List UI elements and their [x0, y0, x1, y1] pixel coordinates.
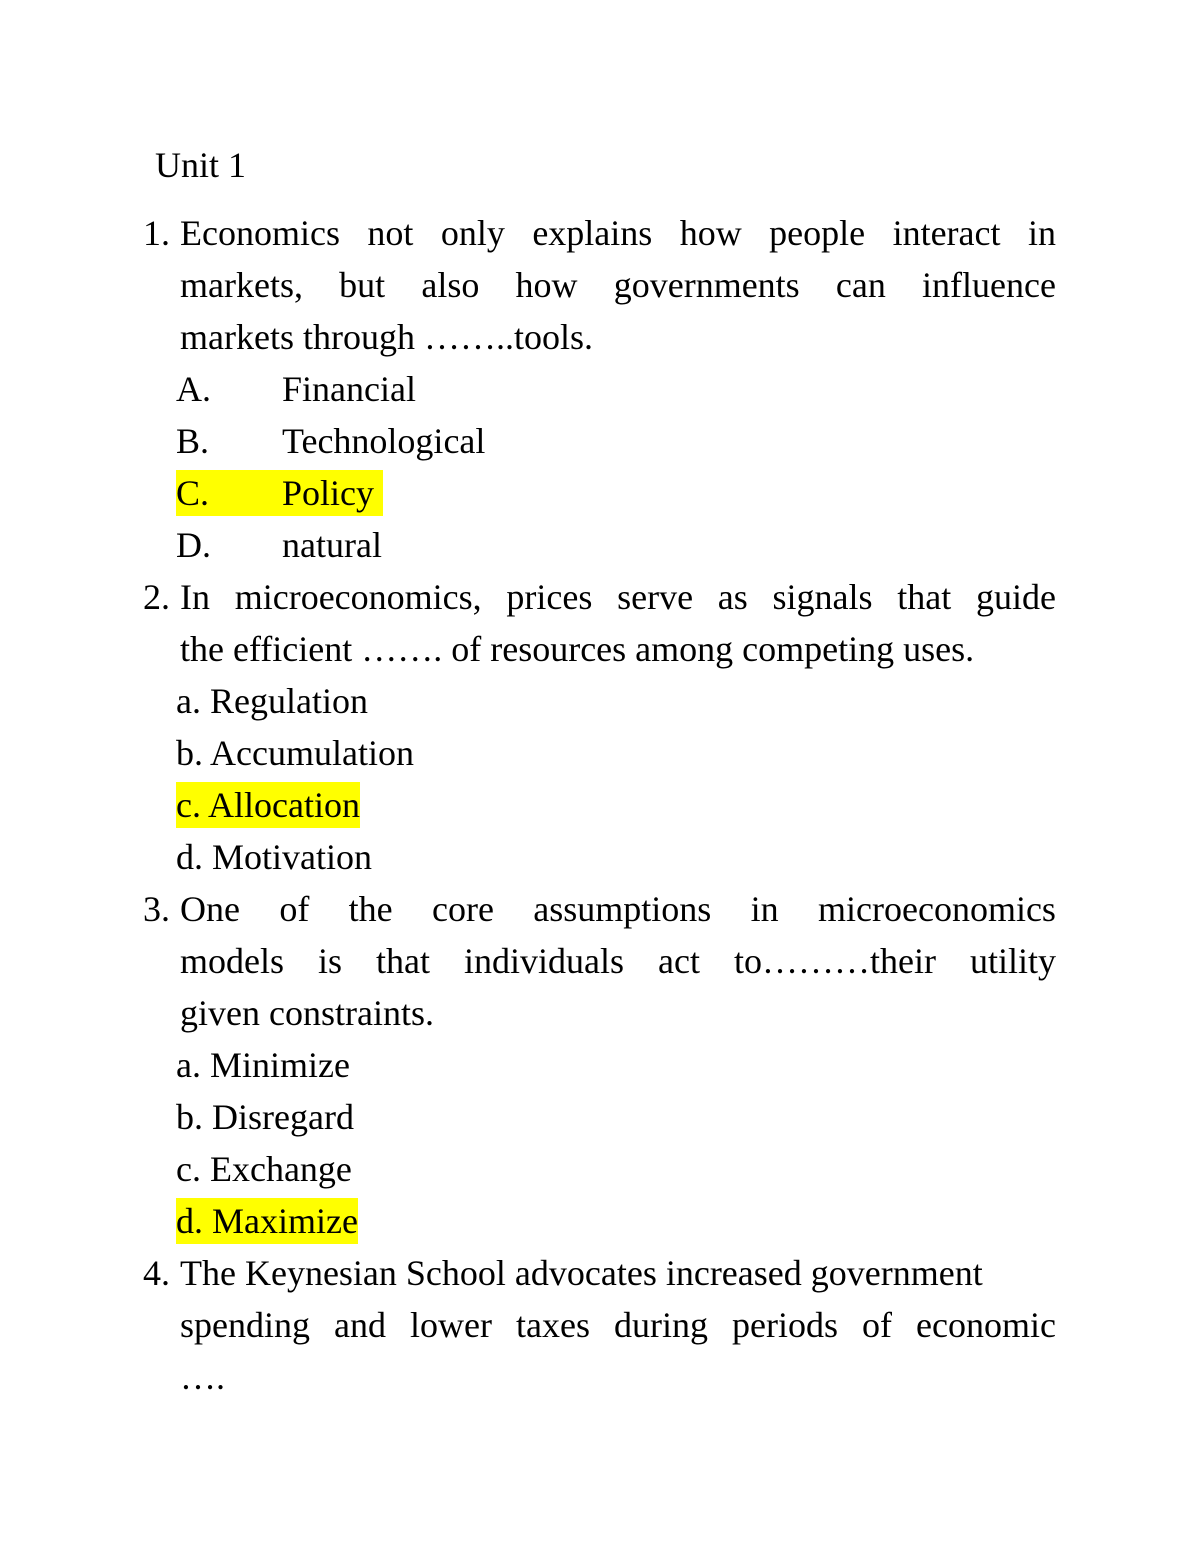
question-text-line: The Keynesian School advocates increased government: [180, 1253, 983, 1293]
word: prices: [506, 577, 593, 617]
option-letter: B.: [176, 421, 210, 461]
unit-title: Unit 1: [155, 145, 247, 185]
option-text: natural: [282, 525, 382, 565]
question-text-line: the efficient ……. of resources among competing uses.: [180, 629, 975, 669]
word: In: [180, 577, 210, 617]
word: explains: [532, 213, 653, 253]
word: that: [897, 577, 952, 617]
question-text-line: [180, 262, 1056, 308]
answer-option-highlighted: c. Allocation: [176, 782, 360, 828]
word: models: [180, 941, 284, 981]
answer-option: a. Minimize: [176, 1045, 350, 1085]
answer-option: b. Disregard: [176, 1097, 354, 1137]
question-number: 3.: [143, 889, 170, 929]
word: of: [279, 889, 310, 929]
answer-option: [176, 418, 485, 464]
word: guide: [976, 577, 1056, 617]
word: in: [750, 889, 779, 929]
word: taxes: [516, 1305, 590, 1345]
word: the: [348, 889, 393, 929]
word: in: [1027, 213, 1056, 253]
question-text-line: given constraints.: [180, 993, 434, 1033]
word: can: [835, 265, 886, 305]
answer-option: [176, 522, 382, 568]
word: spending: [180, 1305, 310, 1345]
word: economic: [916, 1305, 1056, 1345]
question-text-line: [180, 1302, 1056, 1348]
option-letter: D.: [176, 525, 211, 565]
word: is: [318, 941, 343, 981]
word: act: [658, 941, 700, 981]
word: One: [180, 889, 240, 929]
word: markets,: [180, 265, 303, 305]
word: of: [862, 1305, 892, 1345]
question-text-line: ….: [180, 1357, 225, 1397]
question-text-line: [180, 210, 1056, 256]
option-letter: A.: [176, 369, 211, 409]
word: assumptions: [533, 889, 712, 929]
word: utility: [969, 941, 1056, 981]
option-text: Technological: [282, 421, 486, 461]
question-text-line: markets through ……..tools.: [180, 317, 593, 357]
option-text: Financial: [282, 369, 416, 409]
word: but: [339, 265, 386, 305]
word: signals: [772, 577, 873, 617]
word: during: [613, 1305, 708, 1345]
question-number: 4.: [143, 1253, 170, 1293]
question-number: 1.: [143, 213, 170, 253]
option-letter: C.: [176, 473, 210, 513]
word: periods: [732, 1305, 838, 1345]
word: microeconomics: [818, 889, 1056, 929]
word: as: [717, 577, 748, 617]
word: to………their: [733, 941, 936, 981]
word: microeconomics,: [234, 577, 482, 617]
word: only: [440, 213, 505, 253]
question-text-line: [180, 938, 1056, 984]
word: influence: [922, 265, 1056, 305]
word: not: [367, 213, 414, 253]
answer-option: d. Motivation: [176, 837, 372, 877]
word: also: [421, 265, 480, 305]
answer-option: c. Exchange: [176, 1149, 352, 1189]
word: how: [679, 213, 742, 253]
word: core: [432, 889, 494, 929]
word: serve: [617, 577, 694, 617]
answer-option: b. Accumulation: [176, 733, 414, 773]
word: governments: [613, 265, 800, 305]
answer-option: [176, 366, 416, 412]
answer-option: a. Regulation: [176, 681, 368, 721]
word: Economics: [180, 213, 340, 253]
question-text-line: [180, 886, 1056, 932]
word: how: [515, 265, 578, 305]
word: interact: [892, 213, 1001, 253]
answer-option-highlighted: d. Maximize: [176, 1198, 358, 1244]
word: people: [769, 213, 866, 253]
word: individuals: [464, 941, 624, 981]
option-text: Policy: [282, 473, 375, 513]
word: that: [376, 941, 430, 981]
word: lower: [410, 1305, 492, 1345]
word: and: [334, 1305, 386, 1345]
answer-option-highlighted: [176, 470, 383, 516]
question-text-line: [180, 574, 1056, 620]
question-number: 2.: [143, 577, 170, 617]
